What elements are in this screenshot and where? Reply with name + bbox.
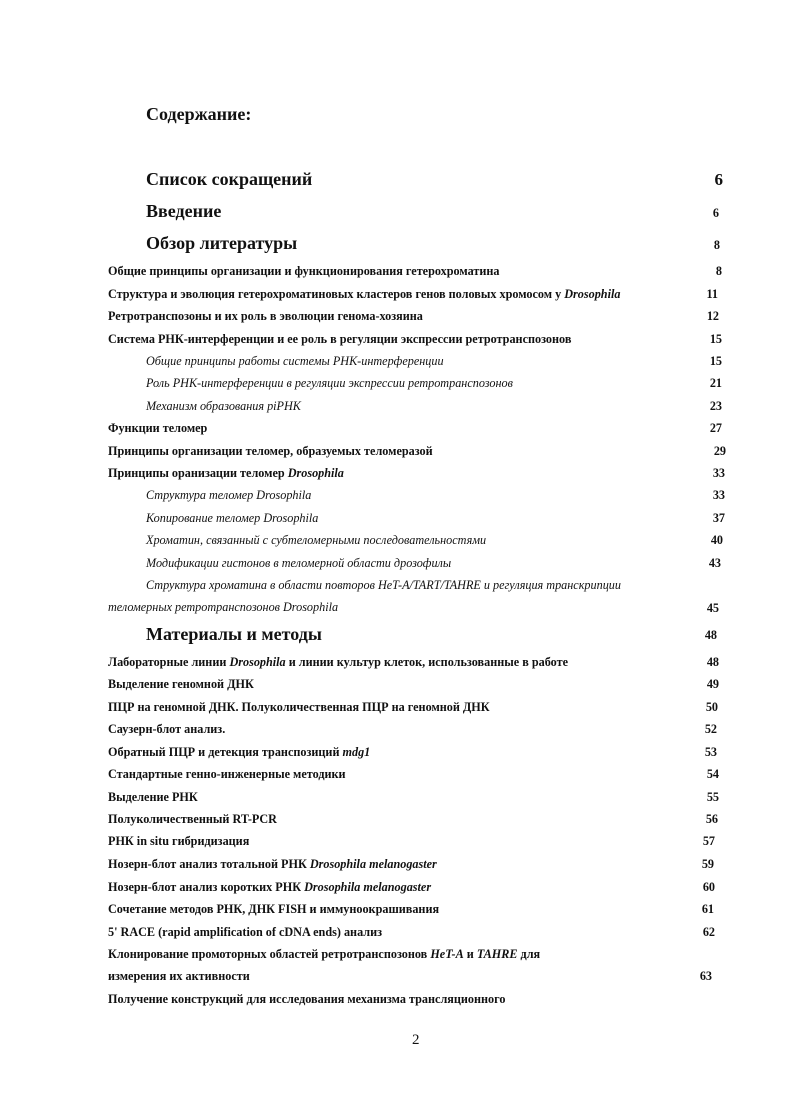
toc-entry: Выделение РНК [108, 790, 198, 804]
page-number: 2 [412, 1032, 420, 1048]
toc-page: 15 [709, 332, 722, 346]
toc-page: 33 [712, 466, 725, 480]
toc-page: 6 [714, 170, 723, 189]
toc-entry: Нозерн-блот анализ коротких РНК Drosophila melanogaster [108, 880, 432, 894]
toc-page: 8 [715, 264, 722, 278]
toc-entry: Принципы оранизации теломер Drosophila [108, 466, 344, 480]
toc-heading-intro: Введение [146, 201, 222, 221]
toc-entry: Сочетание методов РНК, ДНК FISH и иммуноокрашивания [108, 902, 440, 916]
toc-entry: Структура и эволюция гетерохроматиновых кластеров генов половых хромосом у Drosophila [108, 287, 621, 301]
toc-page: 43 [708, 556, 721, 570]
toc-page: 33 [712, 488, 725, 502]
toc-entry: Ретротранспозоны и их роль в эволюции генома-хозяина [108, 309, 423, 323]
toc-subentry: Механизм образования piРНК [146, 399, 301, 413]
toc-subentry-continued: теломерных ретротранспозонов Drosophila [108, 600, 339, 614]
page-title: Содержание: [146, 104, 252, 124]
toc-page: 40 [710, 533, 723, 547]
toc-entry: ПЦР на геномной ДНК. Полуколичественная ПЦР на геномной ДНК [108, 700, 490, 714]
toc-page: 50 [705, 700, 718, 714]
toc-subentry: Общие принципы работы системы РНК-интерференции [146, 354, 444, 368]
toc-entry: Принципы организации теломер, образуемых теломеразой [108, 444, 433, 458]
toc-page: 62 [702, 925, 715, 939]
toc-entry: Выделение геномной ДНК [108, 677, 254, 691]
toc-entry: Клонирование промоторных областей ретротранспозонов HeT-A и TAHRE для [108, 947, 541, 961]
toc-entry: Общие принципы организации и функционирования гетерохроматина [108, 264, 500, 278]
toc-page: 52 [704, 722, 717, 736]
toc-entry: 5' RACE (rapid amplification of cDNA ends) анализ [108, 925, 383, 939]
toc-page: 55 [706, 790, 719, 804]
toc-entry: Обратный ПЦР и детекция транспозиций mdg1 [108, 745, 371, 759]
toc-page: 12 [706, 309, 719, 323]
toc-page: 27 [709, 421, 722, 435]
toc-page: 8 [713, 238, 720, 252]
toc-page: 56 [705, 812, 718, 826]
toc-page: 53 [704, 745, 717, 759]
toc-heading-methods: Материалы и методы [146, 624, 322, 644]
toc-page: 29 [713, 444, 726, 458]
toc-page: 49 [706, 677, 719, 691]
toc-entry: Полуколичественный RT-PCR [108, 812, 277, 826]
toc-page: 48 [706, 655, 719, 669]
toc-entry: Лабораторные линии Drosophila и линии культур клеток, использованные в работе [108, 655, 568, 669]
toc-page: 48 [704, 628, 717, 642]
toc-subentry: Модификации гистонов в теломерной области дрозофилы [146, 556, 452, 570]
toc-page: 11 [706, 287, 718, 301]
toc-subentry: Роль РНК-интерференции в регуляции экспрессии ретротранспозонов [146, 376, 513, 390]
toc-subentry: Копирование теломер Drosophila [146, 511, 319, 525]
toc-page: 60 [702, 880, 715, 894]
toc-subentry: Структура хроматина в области повторов HeT-A/TART/TAHRE и регуляция транскрипции [146, 578, 621, 592]
toc-subentry: Структура теломер Drosophila [146, 488, 312, 502]
toc-page: 54 [706, 767, 719, 781]
toc-page: 21 [709, 376, 722, 390]
toc-page: 45 [706, 601, 719, 615]
toc-heading-review: Обзор литературы [146, 233, 298, 253]
toc-page: 59 [701, 857, 714, 871]
toc-entry: Система РНК-интерференции и ее роль в регуляции экспрессии ретротранспозонов [108, 332, 572, 346]
toc-heading-abbreviations: Список сокращений [146, 169, 313, 189]
toc-page: 37 [712, 511, 725, 525]
toc-page: 57 [702, 834, 715, 848]
toc-entry: Нозерн-блот анализ тотальной РНК Drosophila melanogaster [108, 857, 437, 871]
toc-page: 6 [712, 206, 719, 220]
toc-page: 23 [709, 399, 722, 413]
toc-page: 15 [709, 354, 722, 368]
toc-entry: Получение конструкций для исследования механизма трансляционного [108, 992, 506, 1006]
toc-subentry: Хроматин, связанный с субтеломерными последовательностями [146, 533, 487, 547]
toc-page: 63 [699, 969, 712, 983]
toc-entry: РНК in situ гибридизация [108, 834, 250, 848]
toc-page: 61 [701, 902, 714, 916]
toc-entry: Функции теломер [108, 421, 208, 435]
toc-entry: Саузерн-блот анализ. [108, 722, 226, 736]
toc-entry: Стандартные генно-инженерные методики [108, 767, 346, 781]
toc-entry-continued: измерения их активности [108, 969, 250, 983]
